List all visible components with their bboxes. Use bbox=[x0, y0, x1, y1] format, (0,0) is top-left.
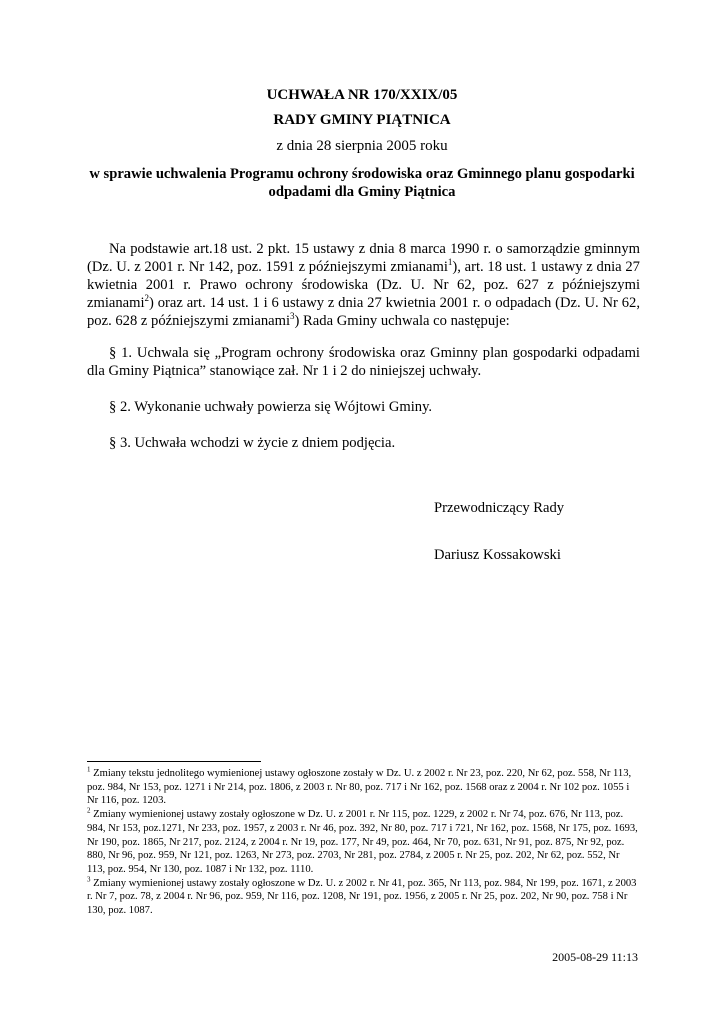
preamble-paragraph bbox=[87, 240, 640, 330]
footnote-2 bbox=[87, 808, 640, 877]
preamble-part-a: Na podstawie art.18 ust. 2 pkt. 15 ustawy z dnia 8 marca 1990 r. o samorządzie gminnym (Dz. U. z 2001 r. Nr 142, poz. 1591 z późniejszymi zmianami bbox=[87, 241, 640, 275]
resolution-number: UCHWAŁA NR 170/XXIX/05 bbox=[266, 87, 458, 103]
footnote-separator bbox=[87, 761, 261, 762]
footnote-text: Zmiany wymienionej ustawy zostały ogłoszone w Dz. U. z 2001 r. Nr 115, poz. 1229, z 2002 r. Nr 74, poz. 676, Nr 113, poz. 984, Nr 153, poz.1271, Nr 233, poz. 1957, z 2003 r. Nr 46, poz. 392, Nr 80, poz. 717 i 721, Nr 162, poz. 1568, Nr 175, poz. 1693, Nr 190, poz. 1865, Nr 217, poz. 2124, z 2004 r. Nr 19, poz. 177, Nr 49, poz. 464, Nr 70, poz. 631, Nr 91, poz. 875, Nr 92, poz. 880, Nr 96, poz. 959, Nr 121, poz. 1263, Nr 273, poz. 2703, Nr 281, poz. 2784, z 2005 r. Nr 25, poz. 202, Nr 62, poz. 552, Nr 113, poz. 954, Nr 130, poz. 1087 i Nr 132, poz. 1110. bbox=[87, 809, 638, 875]
footnote-text: Zmiany wymienionej ustawy zostały ogłoszone w Dz. U. z 2002 r. Nr 41, poz. 365, Nr 113, poz. 984, Nr 199, poz. 1671, z 2003 r. Nr 7, poz. 78, z 2004 r. Nr 96, poz. 959, Nr 116, poz. 1208, Nr 191, poz. 1956, z 2005 r. Nr 25, poz. 202, Nr 90, poz. 758 i Nr 130, poz. 1087. bbox=[87, 877, 637, 917]
footnote-ref-3: 3 bbox=[290, 311, 295, 322]
footnote-number: 2 bbox=[87, 806, 91, 815]
footnote-text: Zmiany tekstu jednolitego wymienionej ustawy ogłoszone zostały w Dz. U. z 2002 r. Nr 23, poz. 220, Nr 62, poz. 558, Nr 113, poz. 984, Nr 153, poz. 1271 i Nr 214, poz. 1806, z 2003 r. Nr 80, poz. 717 i Nr 162, poz. 1568 oraz z 2004 r. Nr 102 poz. 1055 i Nr 116, poz. 1203. bbox=[87, 768, 632, 807]
footnotes bbox=[87, 767, 640, 918]
resolution-subject bbox=[82, 165, 642, 201]
subject-line-1: w sprawie uchwalenia Programu ochrony środowiska oraz Gminnego planu gospodarki bbox=[89, 166, 635, 182]
section-1-paragraph: § 1. Uchwala się „Program ochrony środowiska oraz Gminny plan gospodarki odpadami dla Gminy Piątnica” stanowiące zał. Nr 1 i 2 do niniejszej uchwały. bbox=[87, 345, 640, 379]
footnote-number: 1 bbox=[87, 765, 91, 774]
footnote-3 bbox=[87, 877, 640, 918]
subject-line-2: odpadami dla Gminy Piątnica bbox=[268, 184, 456, 200]
footnote-ref-1: 1 bbox=[447, 257, 453, 268]
footnote-number: 3 bbox=[87, 875, 91, 884]
section-2-paragraph: § 2. Wykonanie uchwały powierza się Wójtowi Gminy. bbox=[109, 399, 433, 415]
footnote-ref-2: 2 bbox=[144, 293, 150, 304]
section-3-paragraph: § 3. Uchwała wchodzi w życie z dniem podjęcia. bbox=[109, 435, 396, 451]
signatory-role: Przewodniczący Rady bbox=[434, 500, 565, 516]
council-name: RADY GMINY PIĄTNICA bbox=[273, 112, 451, 128]
preamble-part-d: ) Rada Gminy uchwala co następuje: bbox=[294, 313, 510, 329]
footnote-1 bbox=[87, 767, 640, 808]
resolution-date: z dnia 28 sierpnia 2005 roku bbox=[276, 138, 448, 154]
print-timestamp: 2005-08-29 11:13 bbox=[552, 950, 638, 964]
preamble-part-b: ), art. 18 ust. 1 ustawy z dnia 27 kwietnia 2001 r. Prawo ochrony środowiska (Dz. U. Nr 62, poz. 627 z późniejszymi zmianami bbox=[87, 259, 640, 311]
signatory-name: Dariusz Kossakowski bbox=[434, 547, 561, 563]
preamble-part-c: ) oraz art. 14 ust. 1 i 6 ustawy z dnia 27 kwietnia 2001 r. o odpadach (Dz. U. Nr 62, poz. 628 z późniejszymi zmianami bbox=[87, 295, 640, 329]
